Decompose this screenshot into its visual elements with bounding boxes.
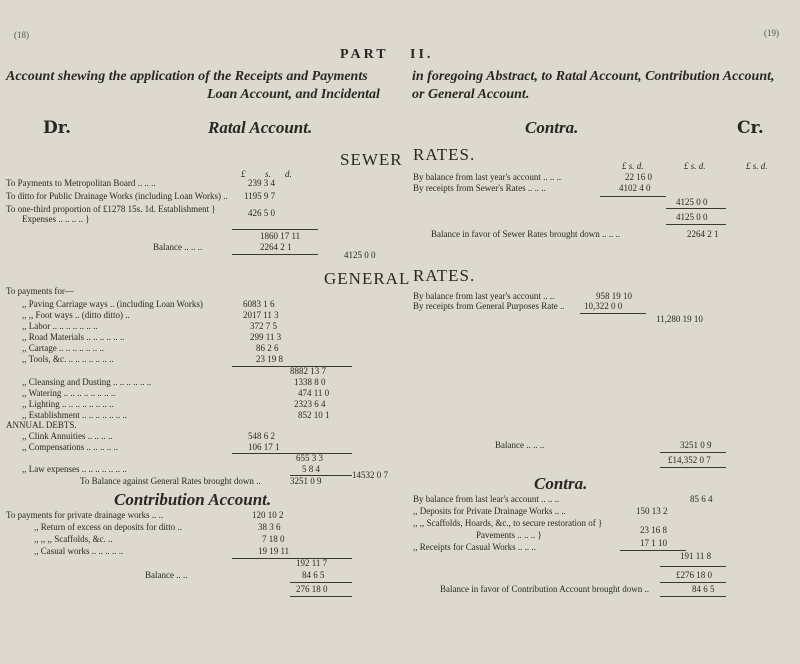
lsd-col1: £ s. d.: [622, 161, 644, 171]
title-line2-left: Loan Account, and Incidental: [207, 87, 380, 102]
contrib-right-balance-label: Balance in favor of Contribution Account brought down ..: [440, 584, 649, 594]
sewer-row-amount: 239 3 4: [248, 178, 275, 188]
contrib-row-amount: 120 10 2: [252, 510, 284, 520]
general-row-text: ,, Watering .. .. .. .. .. .. .. ..: [22, 388, 116, 398]
contrib-row-text: ,, ,, ,, Scaffolds, &c. ..: [34, 534, 113, 544]
general-row-amount: 474 11 0: [298, 388, 330, 398]
header-dr: Dr.: [43, 118, 72, 138]
section-sewer: SEWER: [340, 150, 403, 169]
title-line1-left: Account shewing the application of the Receipts and Payments: [6, 69, 368, 84]
sewer-row-amount: 1195 9 7: [244, 191, 276, 201]
contrib-right-sub: 191 11 8: [680, 551, 712, 561]
lsd-pound: £: [241, 169, 246, 179]
general-right-sub: 11,280 19 10: [656, 314, 703, 324]
part-title-left: PART: [340, 47, 389, 62]
general-row-text: ,, Tools, &c. .. .. .. .. .. .. ..: [22, 354, 114, 364]
page-number-left: (18): [14, 30, 29, 40]
page-number-right: (19): [764, 28, 779, 38]
law-expenses-label: ,, Law expenses .. .. .. .. .. .. ..: [22, 464, 127, 474]
section-general-rates: RATES.: [413, 266, 476, 285]
contrib-right-row-text: By balance from last lear's account .. .. ..: [413, 494, 560, 504]
general-right-row-text: By receipts from General Purposes Rate ..: [413, 301, 565, 311]
part-title-right: II.: [410, 47, 434, 62]
general-left-total: 14532 0 7: [352, 470, 388, 480]
contrib-row-text: ,, Return of excess on deposits for ditto ..: [34, 522, 182, 532]
general-right-balance-amount: 3251 0 9: [680, 440, 712, 450]
contrib-left-subtotal: 192 11 7: [296, 558, 328, 568]
general-right-total: £14,352 0 7: [668, 455, 711, 465]
header-ratal-account: Ratal Account.: [208, 118, 313, 137]
section-general: GENERAL: [324, 269, 411, 288]
general-row-amount: 299 11 3: [250, 332, 282, 342]
contrib-right-row-text: ,, Receipts for Casual Works .. .. ..: [413, 542, 536, 552]
general-row-amount: 548 6 2: [248, 431, 275, 441]
sewer-row-amount: 426 5 0: [248, 208, 275, 218]
contrib-right-row-text: ,, ,, Scaffolds, Hoards, &c., to secure restoration of }: [413, 518, 603, 528]
general-row-amount: 6083 1 6: [243, 299, 275, 309]
contrib-balance-amount: 84 6 5: [302, 570, 325, 580]
general-row-text: ,, ,, Foot ways .. (ditto ditto) ..: [22, 310, 130, 320]
contrib-right-row-amount: 23 16 8: [640, 525, 667, 535]
sewer-row-text: To Payments to Metropolitan Board .. .. ..: [6, 178, 156, 188]
sewer-right-balance-amount: 2264 2 1: [687, 229, 719, 239]
contrib-row-amount: 38 3 6: [258, 522, 281, 532]
general-row-text: ,, Labor .. .. .. .. .. .. ..: [22, 321, 98, 331]
annual-debts-heading: ANNUAL DEBTS.: [6, 420, 77, 430]
general-row-text: ,, Paving Carriage ways .. (including Loan Works): [22, 299, 203, 309]
general-row-amount: 2323 6 4: [294, 399, 326, 409]
contrib-row-amount: 7 18 0: [262, 534, 285, 544]
general-subtotal-a: 8882 13 7: [290, 366, 326, 376]
general-right-balance-label: Balance .. .. ..: [495, 440, 545, 450]
general-row-text: ,, Road Materials .. .. .. .. .. ..: [22, 332, 125, 342]
sewer-right-total: 4125 0 0: [676, 212, 708, 222]
contrib-row-text: ,, Casual works .. .. .. .. ..: [34, 546, 124, 556]
general-subtotal-c: 655 3 3: [296, 453, 323, 463]
sewer-right-row-text: By balance from last year's account .. .. ..: [413, 172, 562, 182]
sewer-right-balance-label: Balance in favor of Sewer Rates brought down .. .. ..: [431, 229, 620, 239]
contrib-right-balance-amount: 84 6 5: [692, 584, 715, 594]
contrib-row-text: To payments for private drainage works .. ..: [6, 510, 164, 520]
contrib-right-row-text: ,, Deposits for Private Drainage Works .. ..: [413, 506, 566, 516]
lsd-pence: d.: [285, 169, 292, 179]
sewer-row-text: Expenses .. .. .. .. }: [22, 214, 90, 224]
general-row-text: ,, Clink Annuities .. .. .. ..: [22, 431, 113, 441]
sewer-balance-amount: 2264 2 1: [260, 242, 292, 252]
general-row-amount: 852 10 1: [298, 410, 330, 420]
general-row-amount: 86 2 6: [256, 343, 279, 353]
general-row-text: ,, Lighting .. .. .. .. .. .. .. ..: [22, 399, 114, 409]
title-line2-right: or General Account.: [412, 87, 530, 102]
general-bottom-amount: 3251 0 9: [290, 476, 322, 486]
sewer-left-total: 4125 0 0: [344, 250, 376, 260]
contrib-right-row-amount: 150 13 2: [636, 506, 668, 516]
contrib-right-total: £276 18 0: [676, 570, 712, 580]
to-payments-label: To payments for—: [6, 286, 74, 296]
general-row-amount: 372 7 5: [250, 321, 277, 331]
contribution-contra: Contra.: [534, 474, 588, 493]
sewer-right-row-amount: 22 16 0: [625, 172, 652, 182]
general-row-amount: 1338 8 0: [294, 377, 326, 387]
lsd-shilling: s.: [265, 169, 271, 179]
general-row-amount: 106 17 1: [248, 442, 280, 452]
contrib-row-amount: 19 19 11: [258, 546, 290, 556]
sewer-balance-label: Balance .. .. ..: [153, 242, 203, 252]
contribution-account-title: Contribution Account.: [114, 490, 272, 509]
lsd-col3: £ s. d.: [746, 161, 768, 171]
sewer-right-sub: 4125 0 0: [676, 197, 708, 207]
general-row-text: ,, Establishment .. .. .. .. .. .. ..: [22, 410, 127, 420]
general-right-row-text: By balance from last year's account .. ..: [413, 291, 555, 301]
general-row-amount: 2017 11 3: [243, 310, 279, 320]
section-sewer-rates: RATES.: [413, 145, 476, 164]
general-right-row-amount: 958 19 10: [596, 291, 632, 301]
header-cr: Cr.: [737, 118, 764, 138]
contrib-right-row-amount: 85 6 4: [690, 494, 713, 504]
header-contra: Contra.: [525, 118, 579, 137]
lsd-col2: £ s. d.: [684, 161, 706, 171]
general-row-text: ,, Compensations .. .. .. .. ..: [22, 442, 118, 452]
sewer-row-text: To ditto for Public Drainage Works (including Loan Works) ..: [6, 191, 228, 201]
title-line1-right: in foregoing Abstract, to Ratal Account, Contribution Account,: [412, 69, 775, 84]
sewer-right-row-text: By receipts from Sewer's Rates .. .. ..: [413, 183, 546, 193]
sewer-right-row-amount: 4102 4 0: [619, 183, 651, 193]
contrib-balance-label: Balance .. ..: [145, 570, 188, 580]
sewer-subtotal: 1860 17 11: [260, 231, 301, 241]
general-row-text: ,, Cartage .. .. .. .. .. .. ..: [22, 343, 104, 353]
contrib-right-row-text: Pavements .. .. .. }: [476, 530, 542, 540]
law-expenses-amount: 5 8 4: [302, 464, 320, 474]
general-row-text: ,, Cleansing and Dusting .. .. .. .. .. ..: [22, 377, 152, 387]
general-row-amount: 23 19 8: [256, 354, 283, 364]
general-right-row-amount: 10,322 0 0: [584, 301, 623, 311]
general-bottom-label: To Balance against General Rates brought down ..: [80, 476, 261, 486]
contrib-left-total: 276 18 0: [296, 584, 328, 594]
sewer-row-text: To one-third proportion of £1278 15s. 1d. Establishment }: [6, 204, 216, 214]
contrib-right-row-amount: 17 1 10: [640, 538, 667, 548]
